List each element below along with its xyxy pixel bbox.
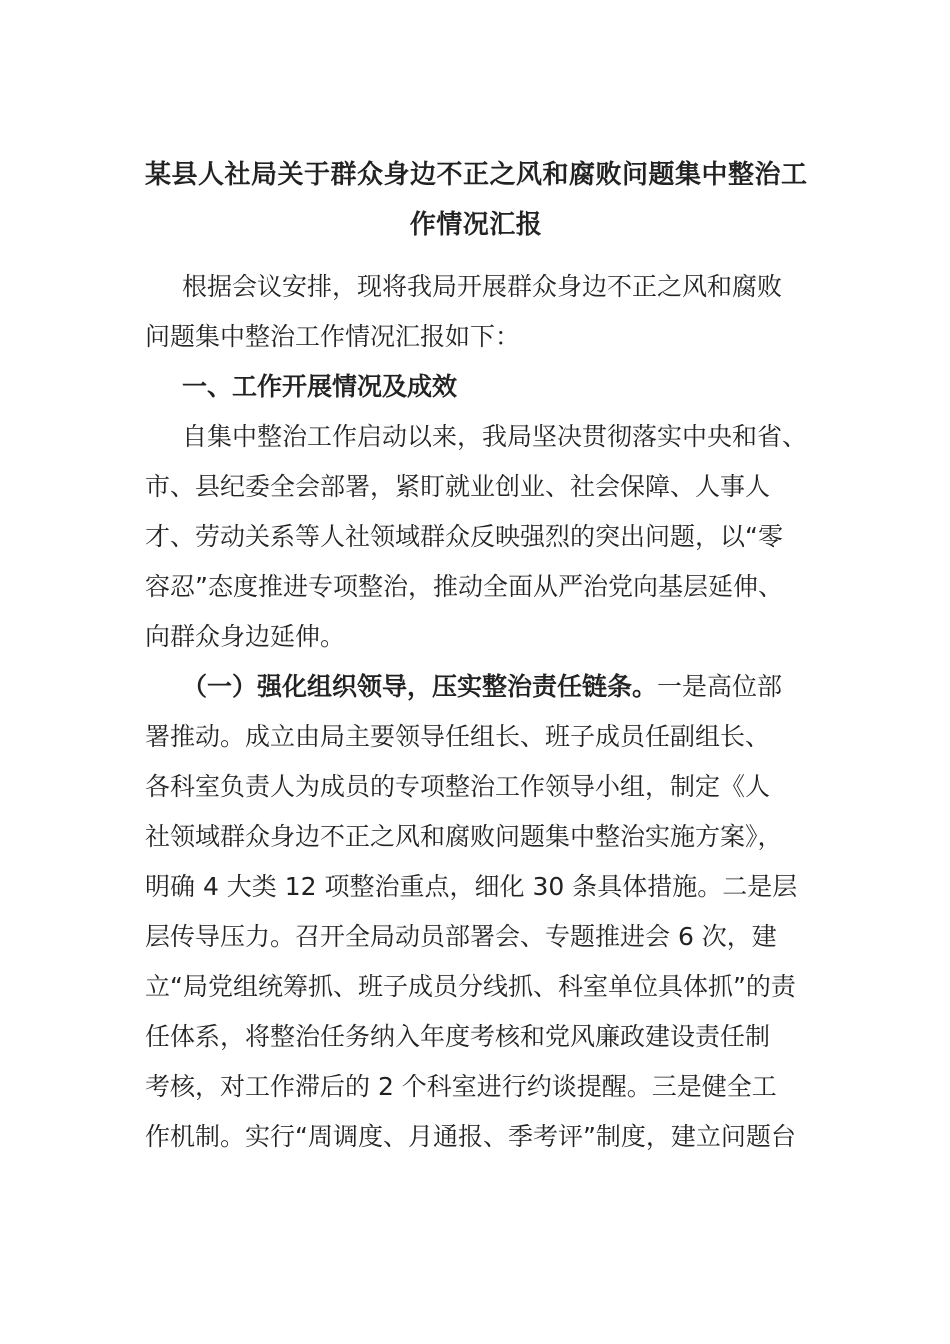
- document-title: [145, 150, 807, 250]
- text-run: 一是高位部: [657, 672, 783, 701]
- text-line: 问题集中整治工作情况汇报如下：: [145, 322, 521, 351]
- text-line: 才、劳动关系等人社领域群众反映强烈的突出问题，以“零: [145, 522, 783, 551]
- text-line: 向群众身边延伸。: [145, 622, 346, 651]
- text-line: 明确 4 大类 12 项整治重点，细化 30 条具体措施。二是层: [145, 872, 798, 901]
- text-line: 社领域群众身边不正之风和腐败问题集中整治实施方案》，: [145, 822, 783, 851]
- text-line: 市、县纪委全会部署，紧盯就业创业、社会保障、人事人: [145, 472, 771, 501]
- intro-paragraph: [145, 262, 807, 362]
- text-line: 作机制。实行“周调度、月通报、季考评”制度，建立问题台: [145, 1122, 796, 1151]
- text-line: 立“局党组统筹抓、班子成员分线抓、科室单位具体抓”的责: [145, 972, 796, 1001]
- text-line: 各科室负责人为成员的专项整治工作领导小组，制定《人: [145, 772, 771, 801]
- section1-paragraph: [145, 412, 807, 662]
- text-line: 任体系，将整治任务纳入年度考核和党风廉政建设责任制: [145, 1022, 771, 1051]
- section-heading: 一、工作开展情况及成效: [182, 372, 458, 401]
- text-line: 层传导压力。召开全局动员部署会、专题推进会 6 次，建: [145, 922, 777, 951]
- document-page: [145, 150, 807, 1162]
- text-line: [145, 662, 807, 712]
- text-line: 考核，对工作滞后的 2 个科室进行约谈提醒。三是健全工: [145, 1072, 777, 1101]
- text-line: 署推动。成立由局主要领导任组长、班子成员任副组长、: [145, 722, 771, 751]
- subsection1-paragraph: [145, 662, 807, 1162]
- text-line: 根据会议安排，现将我局开展群众身边不正之风和腐败: [182, 272, 783, 301]
- title-line: 作情况汇报: [409, 210, 543, 240]
- text-line: 容忍”态度推进专项整治，推动全面从严治党向基层延伸、: [145, 572, 783, 601]
- title-line: 某县人社局关于群众身边不正之风和腐败问题集中整治工: [145, 160, 808, 190]
- text-line: 自集中整治工作启动以来，我局坚决贯彻落实中央和省、: [182, 422, 808, 451]
- subsection-heading: （一）强化组织领导，压实整治责任链条。: [182, 672, 658, 701]
